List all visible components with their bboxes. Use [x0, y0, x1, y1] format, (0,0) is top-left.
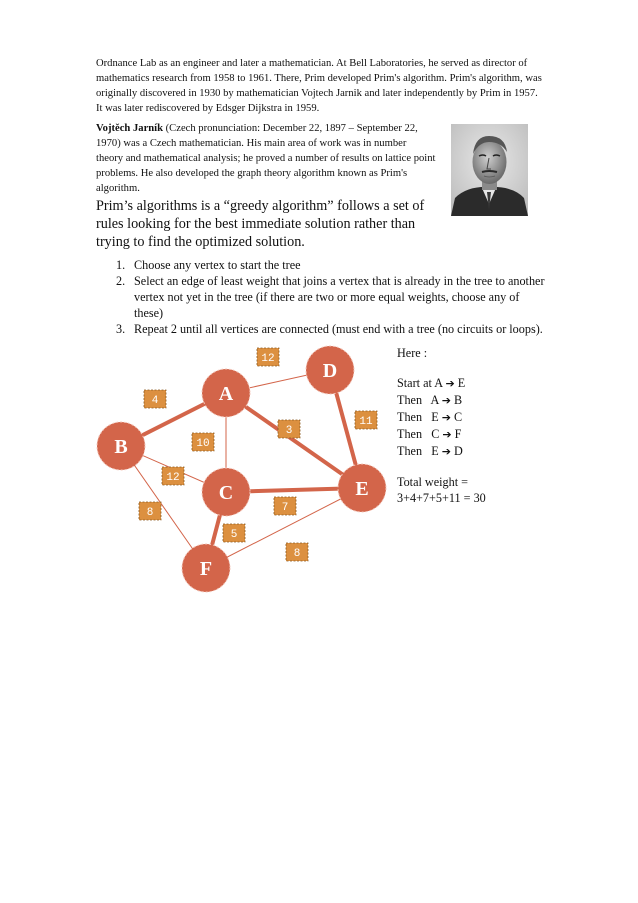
step-text: Select an edge of least weight that joins a vertex that is already in the tree to another vertex not yet in the tree (if there are two or more equal weights, choose any of these) — [134, 274, 545, 320]
step-number: 2. — [116, 274, 126, 288]
svg-text:E: E — [355, 478, 369, 500]
svg-text:12: 12 — [261, 353, 275, 365]
intro-paragraph: Ordnance Lab as an engineer and later a mathematician. At Bell Laboratories, he served as director of mathematics research from 1958 to 1961. There, Prim developed Prim's algorithm. Prim's algorithm, was originally discovered in 1930 by mathematician Vojtech Jarnik and later independently by Prim in 1957. It was later rediscovered by Edsger Dijkstra in 1959. — [96, 58, 542, 114]
svg-text:8: 8 — [146, 507, 154, 519]
vertex-e — [338, 464, 386, 512]
jarnik-bio: (Czech pronunciation: December 22, 1897 – September 22, 1970) was a Czech mathematician. His main area of work was in number theory and mathematical analysis; he proved a number of results on lattice point problems. He also developed the graph theory algorithm known as Prim's algorithm. — [96, 123, 436, 194]
svg-text:10: 10 — [196, 438, 210, 450]
svg-text:4: 4 — [151, 395, 159, 407]
jarnik-name: Vojtěch Jarník — [96, 123, 163, 134]
total-weight-label: Total weight = — [397, 475, 469, 489]
note-then: Then E ➔ D — [397, 444, 463, 458]
step-number: 1. — [116, 258, 126, 272]
total-weight-expression: 3+4+7+5+11 = 30 — [397, 491, 486, 505]
note-start: Start at A ➔ E — [397, 376, 466, 390]
step-text: Repeat 2 until all vertices are connected (must end with a tree (no circuits or loops). — [134, 322, 543, 336]
svg-text:C: C — [218, 482, 234, 504]
prim-steps-notes — [397, 345, 486, 506]
step-number: 3. — [116, 322, 126, 336]
weight-label-a-b — [144, 390, 166, 408]
svg-text:11: 11 — [359, 416, 373, 428]
weight-label-c-f — [223, 524, 245, 542]
note-then: Then C ➔ F — [397, 427, 462, 441]
weight-label-c-e — [274, 497, 296, 515]
step-text: Choose any vertex to start the tree — [134, 258, 301, 272]
svg-text:D: D — [322, 360, 338, 382]
svg-text:A: A — [218, 383, 234, 405]
svg-text:12: 12 — [166, 472, 180, 484]
weight-label-a-c — [192, 433, 214, 451]
note-then: Then A ➔ B — [397, 393, 463, 407]
vertex-a — [202, 369, 250, 417]
svg-text:7: 7 — [281, 502, 289, 514]
weight-label-f-e — [286, 543, 308, 561]
vertex-c — [202, 468, 250, 516]
svg-text:B: B — [114, 436, 128, 458]
vertex-b — [97, 422, 145, 470]
here-label: Here : — [397, 346, 428, 360]
svg-text:3: 3 — [285, 425, 293, 437]
svg-text:F: F — [199, 558, 213, 580]
vertex-d — [306, 346, 354, 394]
arrow-right-icon: ➔ — [445, 377, 455, 390]
weight-label-a-e — [278, 420, 300, 438]
arrow-right-icon: ➔ — [441, 394, 451, 407]
arrow-right-icon: ➔ — [441, 445, 451, 458]
arrow-right-icon: ➔ — [441, 411, 451, 424]
weight-label-a-d — [257, 348, 279, 366]
weight-label-d-e — [355, 411, 377, 429]
svg-text:5: 5 — [230, 529, 238, 541]
vertex-f — [182, 544, 230, 592]
greedy-paragraph: Prim’s algorithms is a “greedy algorithm” follows a set of rules looking for the best immediate solution rather than trying to find the optimized solution. — [96, 198, 425, 250]
note-then: Then E ➔ C — [397, 410, 463, 424]
weight-label-b-c — [162, 467, 184, 485]
svg-text:8: 8 — [293, 548, 301, 560]
weight-label-b-f — [139, 502, 161, 520]
arrow-right-icon: ➔ — [442, 428, 452, 441]
